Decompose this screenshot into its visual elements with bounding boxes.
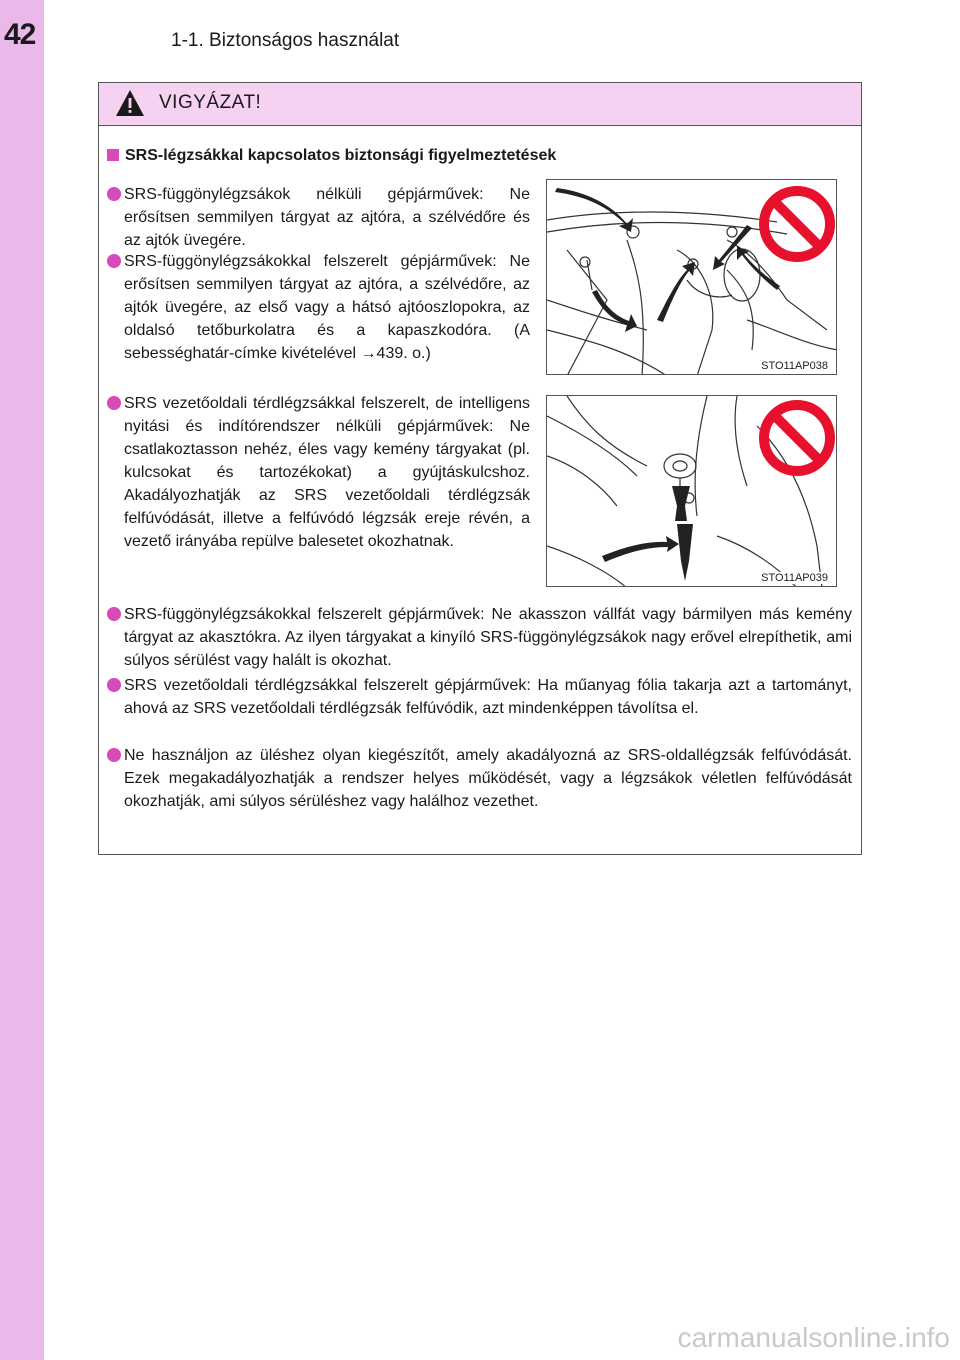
prohibition-icon [757,184,837,264]
warning-item [107,183,530,252]
page-number: 42 [4,18,36,51]
bullet-icon [107,396,121,410]
warning-header [99,83,861,126]
warning-item-text: SRS-függönylégzsákokkal felszerelt gépjárművek: Ne akasszon vállfát vagy bármilyen más kemény tárgyat az akasztókra. Az ilyen tárgyakat a kinyíló SRS-függönylégzsákok nagy erővel elrepíthetik, ami súlyos sérülést vagy halált is okozhat. [124,606,852,669]
warning-box [98,82,862,855]
warning-title: VIGYÁZAT! [159,92,262,113]
warning-item [107,250,530,365]
figure-car-interior [546,179,837,375]
warning-item [107,674,852,720]
warning-item [107,392,530,553]
bullet-icon [107,254,121,268]
bullet-icon [107,187,121,201]
warning-item [107,744,852,813]
watermark: carmanualsonline.info [677,1322,950,1353]
warning-triangle-icon [115,89,145,117]
warning-item [107,603,852,672]
warning-subheading: SRS-légzsákkal kapcsolatos biztonsági figyelmeztetések [107,147,556,165]
warning-item-text: SRS-függönylégzsákokkal felszerelt gépjárművek: Ne erősítsen semmilyen tárgyat az ajtóra, a szélvédőre, az ajtók üvegére, az első vagy a hátsó ajtóoszlopokra, az oldalsó tetőburkolatra és a kapaszkodóra. (A sebességhatár-címke kivételével →439. o.) [124,253,530,362]
section-title: 1-1. Biztonságos használat [171,30,400,51]
prohibition-icon [757,398,837,478]
warning-item-text: Ne használjon az üléshez olyan kiegészítőt, amely akadályozná az SRS-oldallégzsák felfúvódását. Ezek megakadályozhatják a rendszer helyes működését, vagy a légzsákok véletlen felfúvódását okozhatják, ami súlyos sérüléshez vagy halálhoz vezethet. [124,747,852,810]
figure-code: STO11AP038 [761,360,828,372]
figure-code: STO11AP039 [761,572,828,584]
warning-item-text: SRS vezetőoldali térdlégzsákkal felszerelt gépjárművek: Ha műanyag fólia takarja azt a tartományt, ahová az SRS vezetőoldali térdlégzsák felfúvódik, azt mindenképpen távolítsa el. [124,677,852,717]
side-tab-strip [0,0,44,1360]
warning-item-text: SRS vezetőoldali térdlégzsákkal felszerelt, de intelligens nyitási és indítórendszer nélküli gépjárművek: Ne csatlakoztasson nehéz, éles vagy kemény tárgyakat (pl. kulcsokat és tartozékokat) a gyújtáskulcshoz. Akadályozhatják az SRS vezetőoldali térdlégzsák felfúvódását, illetve a felfúvódó légzsák ereje révén, a vezető irányába repülve balesetet okozhatnak. [124,395,530,550]
warning-item-text: SRS-függönylégzsákok nélküli gépjárművek: Ne erősítsen semmilyen tárgyat az ajtóra, a szélvédőre és az ajtók üvegére. [124,186,530,249]
bullet-icon [107,678,121,692]
square-bullet-icon [107,149,119,161]
bullet-icon [107,607,121,621]
bullet-icon [107,748,121,762]
figure-ignition-keys [546,395,837,587]
